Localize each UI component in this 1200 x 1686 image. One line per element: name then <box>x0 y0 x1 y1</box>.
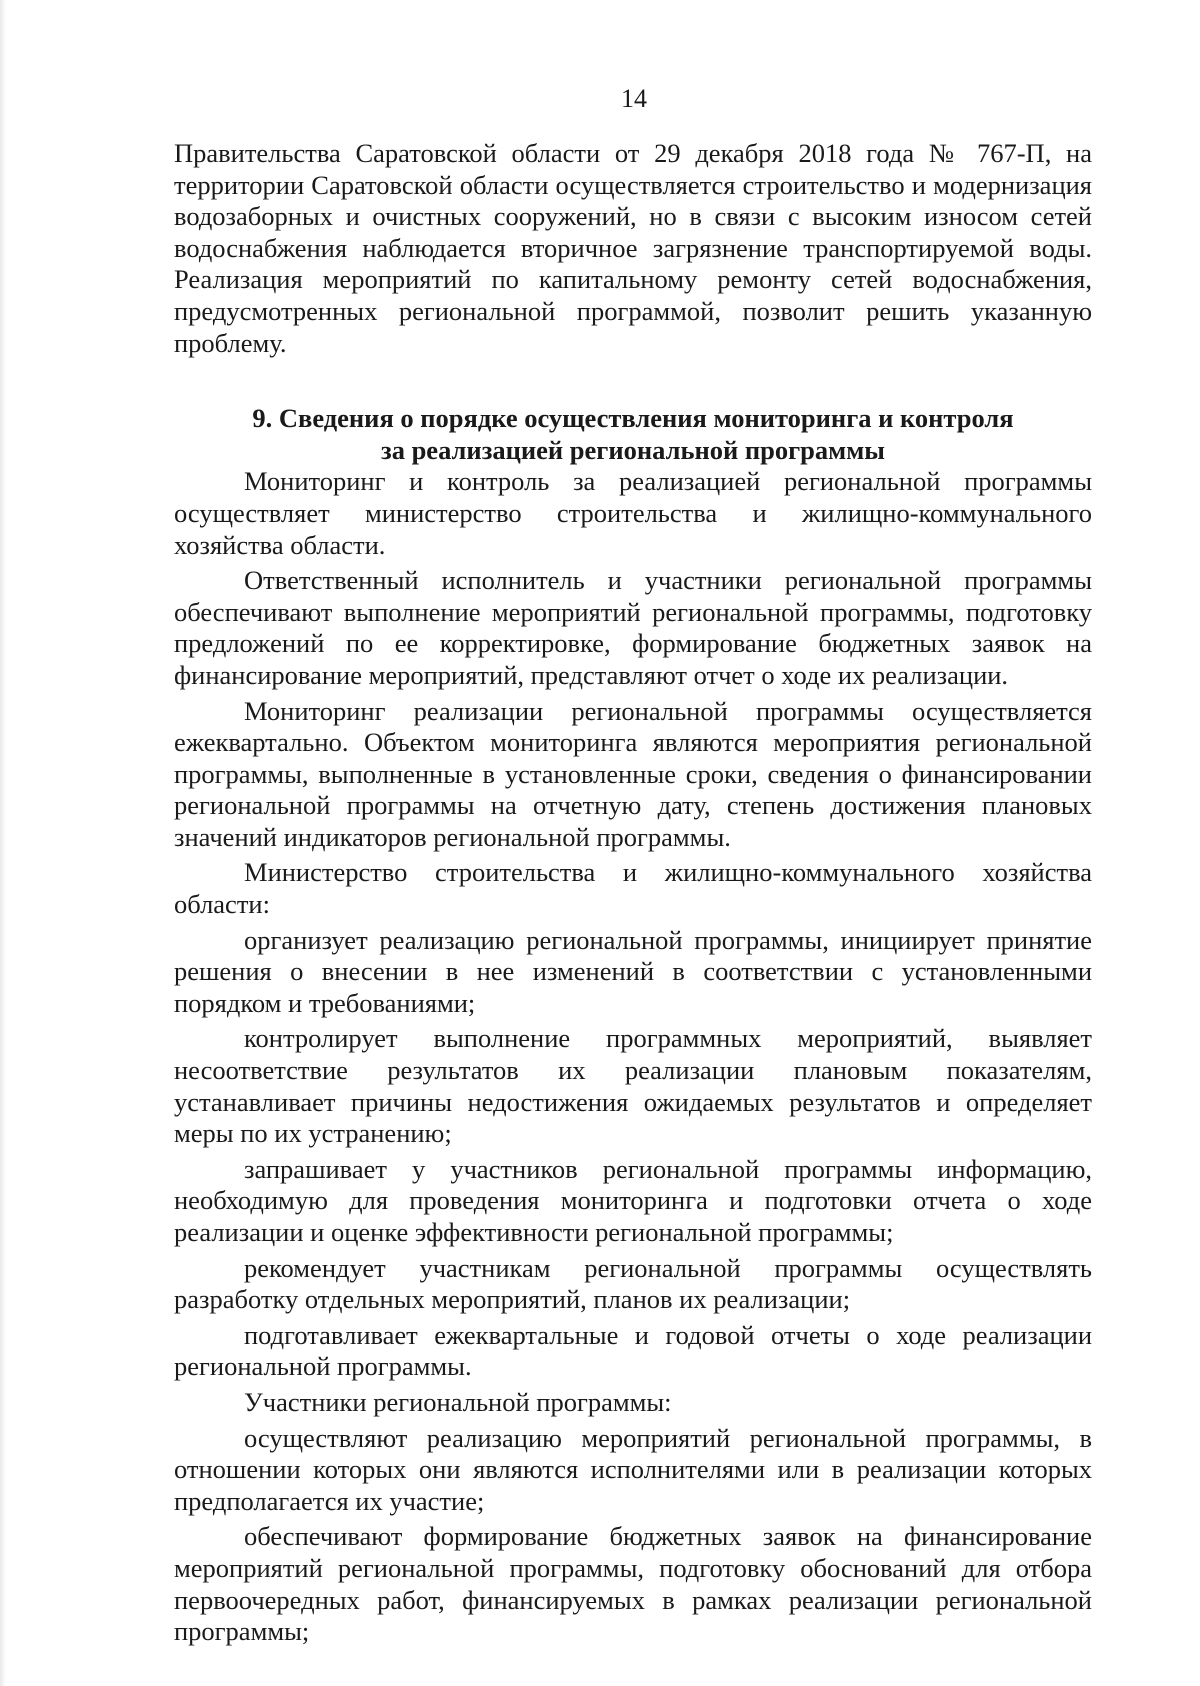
paragraph-organizes: организует реализацию региональной программы, инициирует принятие решения о внесении в нее изменений в соответствии с установленными порядком и требованиями; <box>174 924 1092 1018</box>
section-title-line-2: за реализацией региональной программы <box>381 434 885 465</box>
paragraph-participants-heading: Участники региональной программы: <box>244 1386 672 1417</box>
paragraph-implement: осуществляют реализацию мероприятий региональной программы, в отношении которых они являются исполнителями или в реализации которых предполагается их участие; <box>174 1422 1092 1516</box>
scan-edge <box>0 0 6 1686</box>
section-title <box>174 403 1092 466</box>
paragraph-monitoring-authority: Мониторинг и контроль за реализацией региональной программы осуществляет министерство строительства и жилищно-коммунального хозяйства области. <box>174 466 1092 560</box>
document-body <box>174 138 1092 1648</box>
paragraph-responsible-executor: Ответственный исполнитель и участники региональной программы обеспечивают выполнение мероприятий региональной программы, подготовку предложений по ее корректировке, формирование бюджетных заявок на финансирование мероприятий, представляют отчет о ходе их реализации. <box>174 565 1092 690</box>
paragraph-budget-requests: обеспечивают формирование бюджетных заявок на финансирование мероприятий региональной программы, подготовку обоснований для отбора первоочередных работ, финансируемых в рамках реализации региональной программы; <box>174 1521 1092 1647</box>
paragraph-prepares-reports: подготавливает ежеквартальные и годовой отчеты о ходе реализации региональной программы. <box>174 1319 1092 1382</box>
paragraph-recommends: рекомендует участникам региональной программы осуществлять разработку отдельных мероприятий, планов их реализации; <box>174 1252 1092 1315</box>
intro-paragraph: Правительства Саратовской области от 29 декабря 2018 года № 767-П, на территории Саратовской области осуществляется строительство и модернизация водозаборных и очистных сооружений, но в связи с высоким износом сетей водоснабжения наблюдается вторичное загрязнение транспортируемой воды. Реализация мероприятий по капитальному ремонту сетей водоснабжения, предусмотренных региональной программой, позволит решить указанную проблему. <box>174 138 1092 358</box>
paragraph-requests: запрашивает у участников региональной программы информацию, необходимую для проведения мониторинга и подготовки отчета о ходе реализации и оценке эффективности региональной программы; <box>174 1153 1092 1247</box>
paragraph-ministry-heading: Министерство строительства и жилищно-коммунального хозяйства области: <box>174 857 1092 920</box>
page-number: 14 <box>621 84 647 113</box>
paragraph-controls: контролирует выполнение программных мероприятий, выявляет несоответствие результатов их реализации плановым показателям, устанавливает причины недостижения ожидаемых результатов и определяет меры по их устранению; <box>174 1023 1092 1149</box>
paragraph-quarterly-monitoring: Мониторинг реализации региональной программы осуществляется ежеквартально. Объектом мониторинга являются мероприятия региональной программы, выполненные в установленные сроки, сведения о финансировании региональной программы на отчетную дату, степень достижения плановых значений индикаторов региональной программы. <box>174 695 1092 852</box>
section-title-line-1: 9. Сведения о порядке осуществления мониторинга и контроля <box>252 403 1014 434</box>
